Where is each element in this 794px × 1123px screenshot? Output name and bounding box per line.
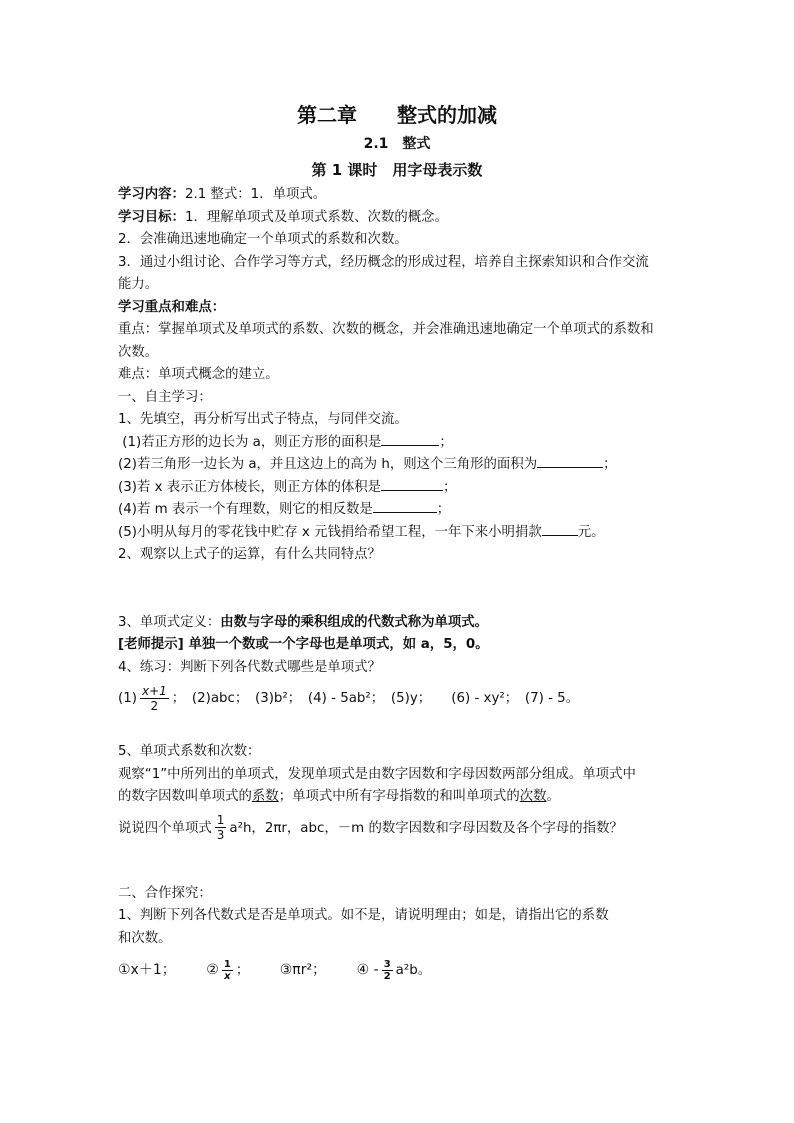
fraction: $\frac{3}{2}$ bbox=[383, 958, 391, 982]
item-1: ①x＋1； bbox=[118, 962, 176, 978]
key-point-b: 次数。 bbox=[118, 344, 159, 360]
spacer bbox=[118, 719, 688, 741]
fraction: $\frac{x+1}{2}$ bbox=[141, 683, 167, 713]
question-4: 4、练习：判断下列各代数式哪些是单项式？ bbox=[118, 659, 381, 675]
part1-heading: 一、自主学习： bbox=[118, 389, 212, 405]
item-2: ② $\frac{1}{x}$ ； bbox=[206, 958, 250, 982]
document-body bbox=[118, 184, 688, 991]
key-points-heading: 学习重点和难点： bbox=[118, 299, 226, 315]
fraction: $\frac{1}{3}$ bbox=[216, 813, 225, 842]
question-1-3: (3)若 x 表示正方体棱长，则正方体的体积是 ； bbox=[118, 477, 688, 500]
goal-3a: 3．通过小组讨论、合作学习等方式，经历概念的形成过程，培养自主探索知识和合作交流 bbox=[118, 254, 649, 270]
question-1-1: (1)若正方形的边长为 a，则正方形的面积是 ； bbox=[118, 432, 688, 455]
question-5: 5、单项式系数和次数： bbox=[118, 744, 261, 759]
answer-blank[interactable] bbox=[381, 432, 439, 446]
question-3: 3、单项式定义：由数与字母的乘积组成的代数式称为单项式。 bbox=[118, 614, 489, 630]
difficulty: 难点：单项式概念的建立。 bbox=[118, 367, 279, 382]
spacer bbox=[118, 849, 688, 883]
learning-content-line: 学习内容：2.1 整式：1．单项式。 bbox=[118, 187, 327, 202]
observe-a: 观察“1”中所列出的单项式，发现单项式是由数字因数和字母因数两部分组成。单项式中 bbox=[118, 766, 636, 782]
lesson-title: 第 1 课时 用字母表示数 bbox=[311, 161, 483, 179]
exercise-line: (1) $\frac{x+1}{2}$ ； (2)abc； (3)b²； (4) - 5ab²； (5)y； (6) - xy²； (7) - 5。 bbox=[118, 683, 580, 713]
answer-blank[interactable] bbox=[381, 477, 443, 491]
question-1-5: (5)小明从每月的零花钱中贮存 x 元钱捐给希望工程，一年下来小明捐款 元。 bbox=[118, 522, 688, 545]
item-3: ③πr²； bbox=[279, 962, 327, 978]
part2-heading: 二、合作探究： bbox=[118, 885, 212, 901]
goal-2: 2．会准确迅速地确定一个单项式的系数和次数。 bbox=[118, 232, 408, 247]
say-line: 说说四个单项式 $\frac{1}{3}$ a²h，2πr，abc，－m 的数字因数和字母因数及各个字母的指数？ bbox=[118, 813, 623, 842]
question-1-4: (4)若 m 表示一个有理数，则它的相反数是 ； bbox=[118, 499, 688, 522]
item-4: ④ - $\frac{3}{2}$ a²b。 bbox=[356, 958, 432, 982]
part2-question-a: 1、判断下列各代数式是否是单项式。如不是，请说明理由；如是，请指出它的系数 bbox=[118, 908, 609, 923]
answer-blank[interactable] bbox=[537, 454, 603, 468]
spacer bbox=[118, 567, 688, 612]
chapter-title: 第二章 整式的加减 bbox=[297, 103, 497, 127]
observe-b: 的数字因数叫单项式的系数；单项式中所有字母指数的和叫单项式的次数。 bbox=[118, 789, 560, 804]
part2-question-b: 和次数。 bbox=[118, 930, 172, 946]
fraction: $\frac{1}{x}$ bbox=[223, 958, 231, 982]
section-title: 2.1 整式 bbox=[363, 136, 431, 152]
teacher-tip: [老师提示] 单独一个数或一个字母也是单项式，如 a，5，0。 bbox=[118, 637, 489, 652]
answer-blank[interactable] bbox=[373, 499, 437, 513]
key-point-a: 重点：掌握单项式及单项式的系数、次数的概念，并会准确迅速地确定一个单项式的系数和 bbox=[118, 322, 654, 337]
part2-items bbox=[118, 950, 688, 991]
answer-blank[interactable] bbox=[542, 522, 578, 536]
question-1-2: (2)若三角形一边长为 a，并且这边上的高为 h，则这个三角形的面积为 ； bbox=[118, 454, 688, 477]
question-2: 2、观察以上式子的运算，有什么共同特点？ bbox=[118, 547, 381, 562]
question-1: 1、先填空，再分析写出式子特点，与同伴交流。 bbox=[118, 412, 408, 427]
goal-3b: 能力。 bbox=[118, 277, 159, 292]
learning-goal-line: 学习目标：1．理解单项式及单项式系数、次数的概念。 bbox=[118, 209, 448, 225]
